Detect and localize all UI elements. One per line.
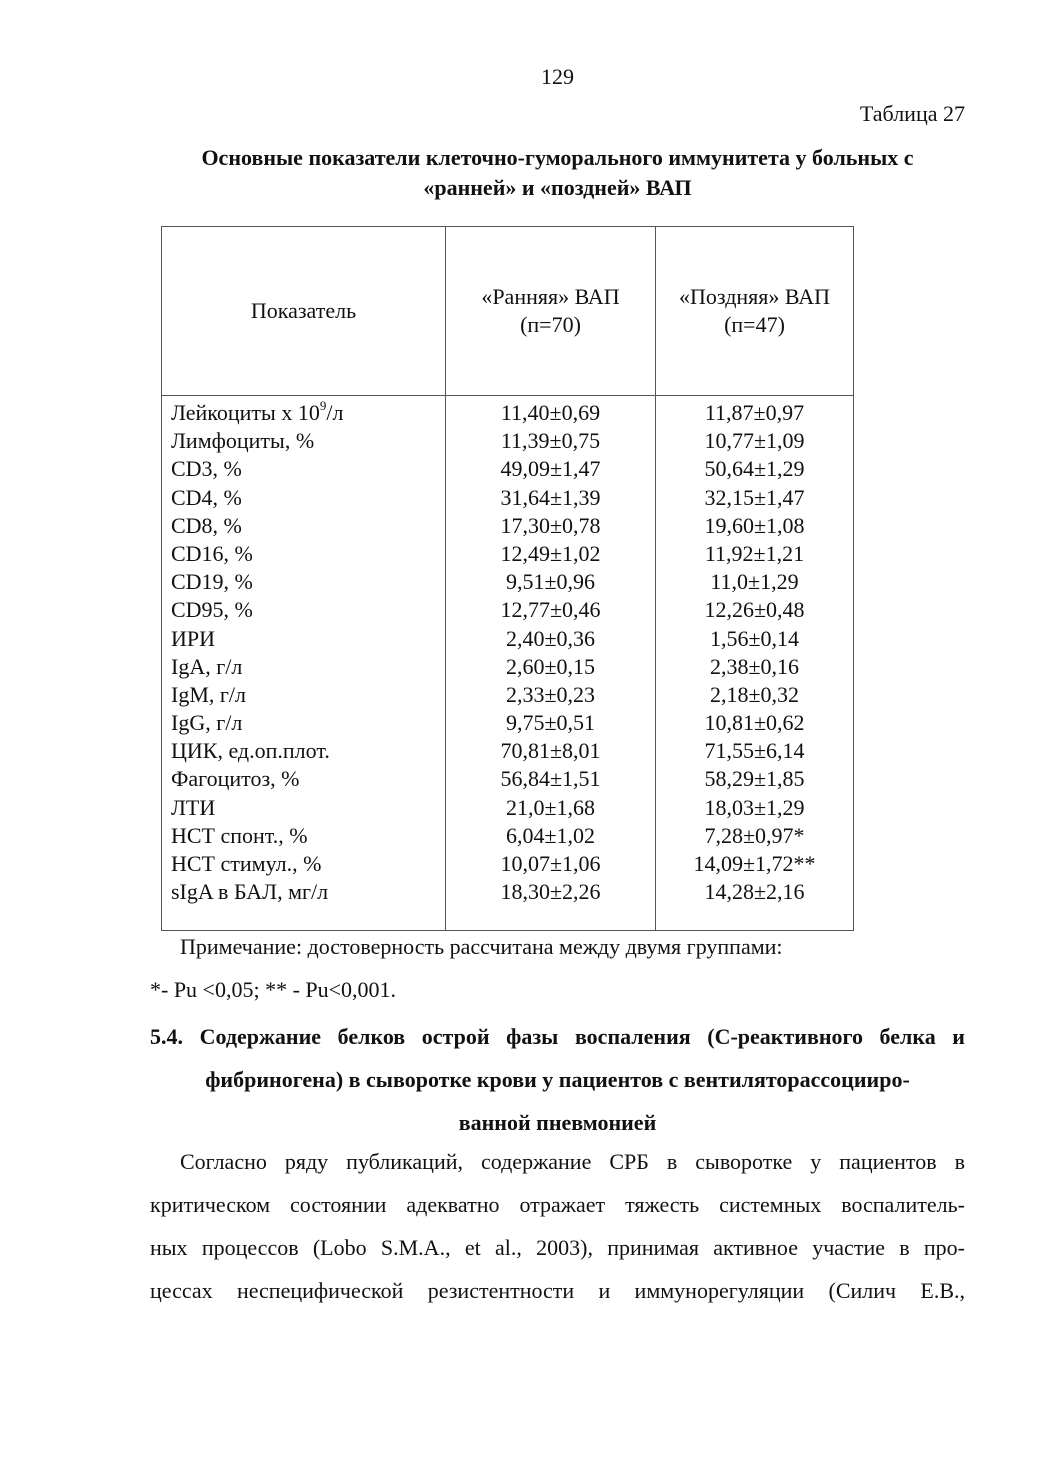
late-value: 2,18±0,32 (709, 681, 800, 707)
significance-note: *- Pu <0,05; ** - Pu<0,001. (150, 977, 397, 1002)
section-heading (150, 1015, 965, 1144)
late-value: 14,09±1,72** (693, 851, 816, 876)
late-value: 58,29±1,85 (704, 766, 805, 792)
table-note: Примечание: достоверность рассчитана между двумя группами: (180, 934, 783, 959)
early-value: 2,33±0,23 (505, 681, 596, 707)
late-column (656, 396, 854, 931)
indicator-name: sIgA в БАЛ, мг/л (171, 879, 329, 905)
early-value: 10,07±1,06 (500, 851, 601, 876)
header-indicator: Показатель (162, 227, 446, 396)
indicator-name: CD16, % (171, 540, 253, 566)
section-heading-line: 5.4. Содержание белков острой фазы воспаления (С-реактивного белка и (150, 1024, 965, 1049)
indicator-name: IgM, г/л (171, 681, 247, 707)
late-value: 7,28±0,97* (704, 822, 805, 848)
early-value: 56,84±1,51 (500, 766, 601, 792)
early-value: 9,75±0,51 (505, 710, 596, 736)
late-value: 18,03±1,29 (704, 794, 805, 820)
page-number: 129 (541, 64, 574, 89)
indicator-name: CD4, % (171, 484, 242, 510)
indicator-name: НСТ спонт., % (171, 822, 308, 848)
late-value: 10,81±0,62 (704, 710, 805, 736)
early-value: 11,40±0,69 (500, 400, 601, 425)
table-number: Таблица 27 (859, 101, 965, 126)
table-body-row (162, 396, 854, 931)
late-value: 14,28±2,16 (704, 879, 805, 905)
late-value: 50,64±1,29 (704, 456, 805, 482)
late-value: 11,0±1,29 (710, 569, 799, 595)
header-late (656, 227, 854, 396)
header-late-label: «Поздняя» ВАП (679, 284, 830, 309)
paragraph-line: Согласно ряду публикаций, содержание СРБ в сыворотке у пациентов в (180, 1149, 965, 1174)
indicator-name: CD8, % (171, 512, 242, 538)
late-value: 32,15±1,47 (704, 484, 805, 510)
section-heading-line: ванной пневмонией (458, 1110, 657, 1135)
paragraph-line: ных процессов (Lobo S.M.A., et al., 2003), принимая активное участие в про- (150, 1235, 965, 1260)
indicator-name: ЦИК, ед.оп.плот. (171, 738, 330, 764)
late-value: 12,26±0,48 (704, 597, 805, 623)
immunity-table (161, 226, 854, 931)
late-value: 1,56±0,14 (709, 625, 800, 651)
early-value: 70,81±8,01 (500, 738, 601, 764)
section-heading-line: фибриногена) в сыворотке крови у пациентов с вентиляторассоцииро- (205, 1067, 910, 1092)
early-value: 2,40±0,36 (505, 625, 596, 651)
paragraph-line: цессах неспецифической резистентности и иммунорегуляции (Силич Е.В., (150, 1278, 965, 1303)
early-value: 6,04±1,02 (505, 822, 596, 848)
indicator-name: Фагоцитоз, % (171, 766, 300, 792)
indicator-name: Лейкоциты х $10^9/л$ (171, 397, 344, 425)
table-title (150, 143, 965, 203)
late-value: 11,87±0,97 (704, 400, 805, 425)
header-early (446, 227, 656, 396)
indicator-name: Лимфоциты, % (171, 428, 315, 454)
body-paragraph (150, 1140, 965, 1312)
indicator-name: CD3, % (171, 456, 242, 482)
early-column (446, 396, 656, 931)
early-value: 17,30±0,78 (500, 512, 601, 538)
indicator-column (162, 396, 446, 931)
header-early-label: «Ранняя» ВАП (481, 284, 620, 309)
indicator-name: CD95, % (171, 597, 253, 623)
early-value: 9,51±0,96 (505, 569, 596, 595)
indicator-name: CD19, % (171, 569, 253, 595)
early-value: 12,77±0,46 (500, 597, 601, 623)
late-value: 2,38±0,16 (709, 653, 800, 679)
header-late-n: (п=47) (724, 312, 785, 337)
header-early-n: (п=70) (520, 312, 581, 337)
early-value: 18,30±2,26 (500, 879, 601, 905)
indicator-name: ИРИ (171, 625, 216, 651)
table-title-line: «ранней» и «поздней» ВАП (423, 175, 692, 200)
indicator-name: IgG, г/л (171, 710, 243, 736)
early-value: 11,39±0,75 (500, 428, 601, 454)
paragraph-line: критическом состоянии адекватно отражает тяжесть системных воспалитель- (150, 1192, 965, 1217)
late-value: 71,55±6,14 (704, 738, 805, 764)
indicator-name: ЛТИ (171, 794, 216, 820)
late-value: 19,60±1,08 (704, 512, 805, 538)
late-value: 10,77±1,09 (704, 428, 805, 454)
indicator-superscript: 9 (319, 397, 327, 413)
late-value: 11,92±1,21 (704, 540, 805, 566)
table-title-line: Основные показатели клеточно-гуморального иммунитета у больных с (201, 145, 914, 170)
early-value: 49,09±1,47 (500, 456, 601, 482)
indicator-name: IgA, г/л (171, 653, 243, 679)
indicator-name: НСТ стимул., % (171, 851, 322, 876)
table-header-row (162, 227, 854, 396)
early-value: 21,0±1,68 (505, 794, 596, 820)
early-value: 31,64±1,39 (500, 484, 601, 510)
early-value: 2,60±0,15 (505, 653, 596, 679)
early-value: 12,49±1,02 (500, 540, 601, 566)
